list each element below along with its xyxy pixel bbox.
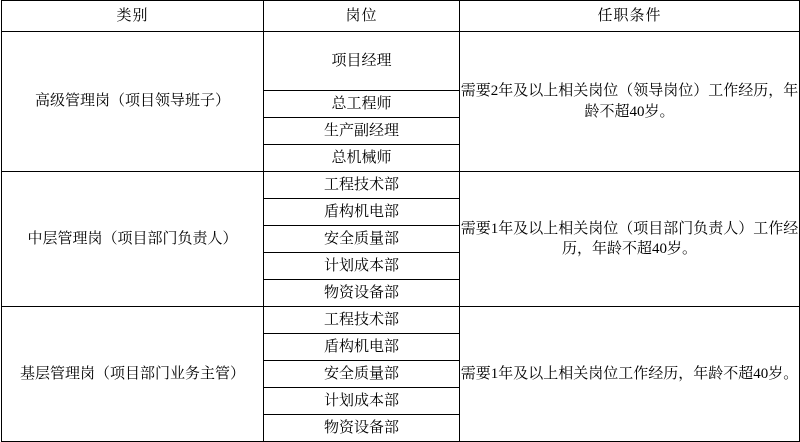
post-cell: 工程技术部 xyxy=(264,307,460,334)
post-cell: 安全质量部 xyxy=(264,226,460,253)
header-post: 岗位 xyxy=(264,1,460,32)
header-category: 类别 xyxy=(2,1,264,32)
table-header-row xyxy=(2,1,800,32)
category-cell-middle: 中层管理岗（项目部门负责人） xyxy=(2,172,264,307)
table-row xyxy=(2,307,800,334)
post-cell: 工程技术部 xyxy=(264,172,460,199)
post-cell: 物资设备部 xyxy=(264,415,460,442)
header-requirement: 任职条件 xyxy=(460,1,800,32)
post-cell: 计划成本部 xyxy=(264,253,460,280)
post-cell: 物资设备部 xyxy=(264,280,460,307)
post-cell: 总工程师 xyxy=(264,91,460,118)
requirement-cell-senior: 需要2年及以上相关岗位（领导岗位）工作经历，年龄不超40岁。 xyxy=(460,32,800,172)
post-cell: 盾构机电部 xyxy=(264,199,460,226)
post-cell: 盾构机电部 xyxy=(264,334,460,361)
requirement-cell-junior: 需要1年及以上相关岗位工作经历，年龄不超40岁。 xyxy=(460,307,800,442)
category-cell-junior: 基层管理岗（项目部门业务主管） xyxy=(2,307,264,442)
post-cell: 安全质量部 xyxy=(264,361,460,388)
category-cell-senior: 高级管理岗（项目领导班子） xyxy=(2,32,264,172)
table-row xyxy=(2,32,800,91)
post-cell: 计划成本部 xyxy=(264,388,460,415)
post-cell: 生产副经理 xyxy=(264,118,460,145)
table-header xyxy=(2,1,800,32)
post-cell: 总机械师 xyxy=(264,145,460,172)
requirement-cell-middle: 需要1年及以上相关岗位（项目部门负责人）工作经历，年龄不超40岁。 xyxy=(460,172,800,307)
post-cell: 项目经理 xyxy=(264,32,460,91)
table-body xyxy=(2,32,800,442)
table-row xyxy=(2,172,800,199)
job-requirements-table xyxy=(1,0,800,442)
